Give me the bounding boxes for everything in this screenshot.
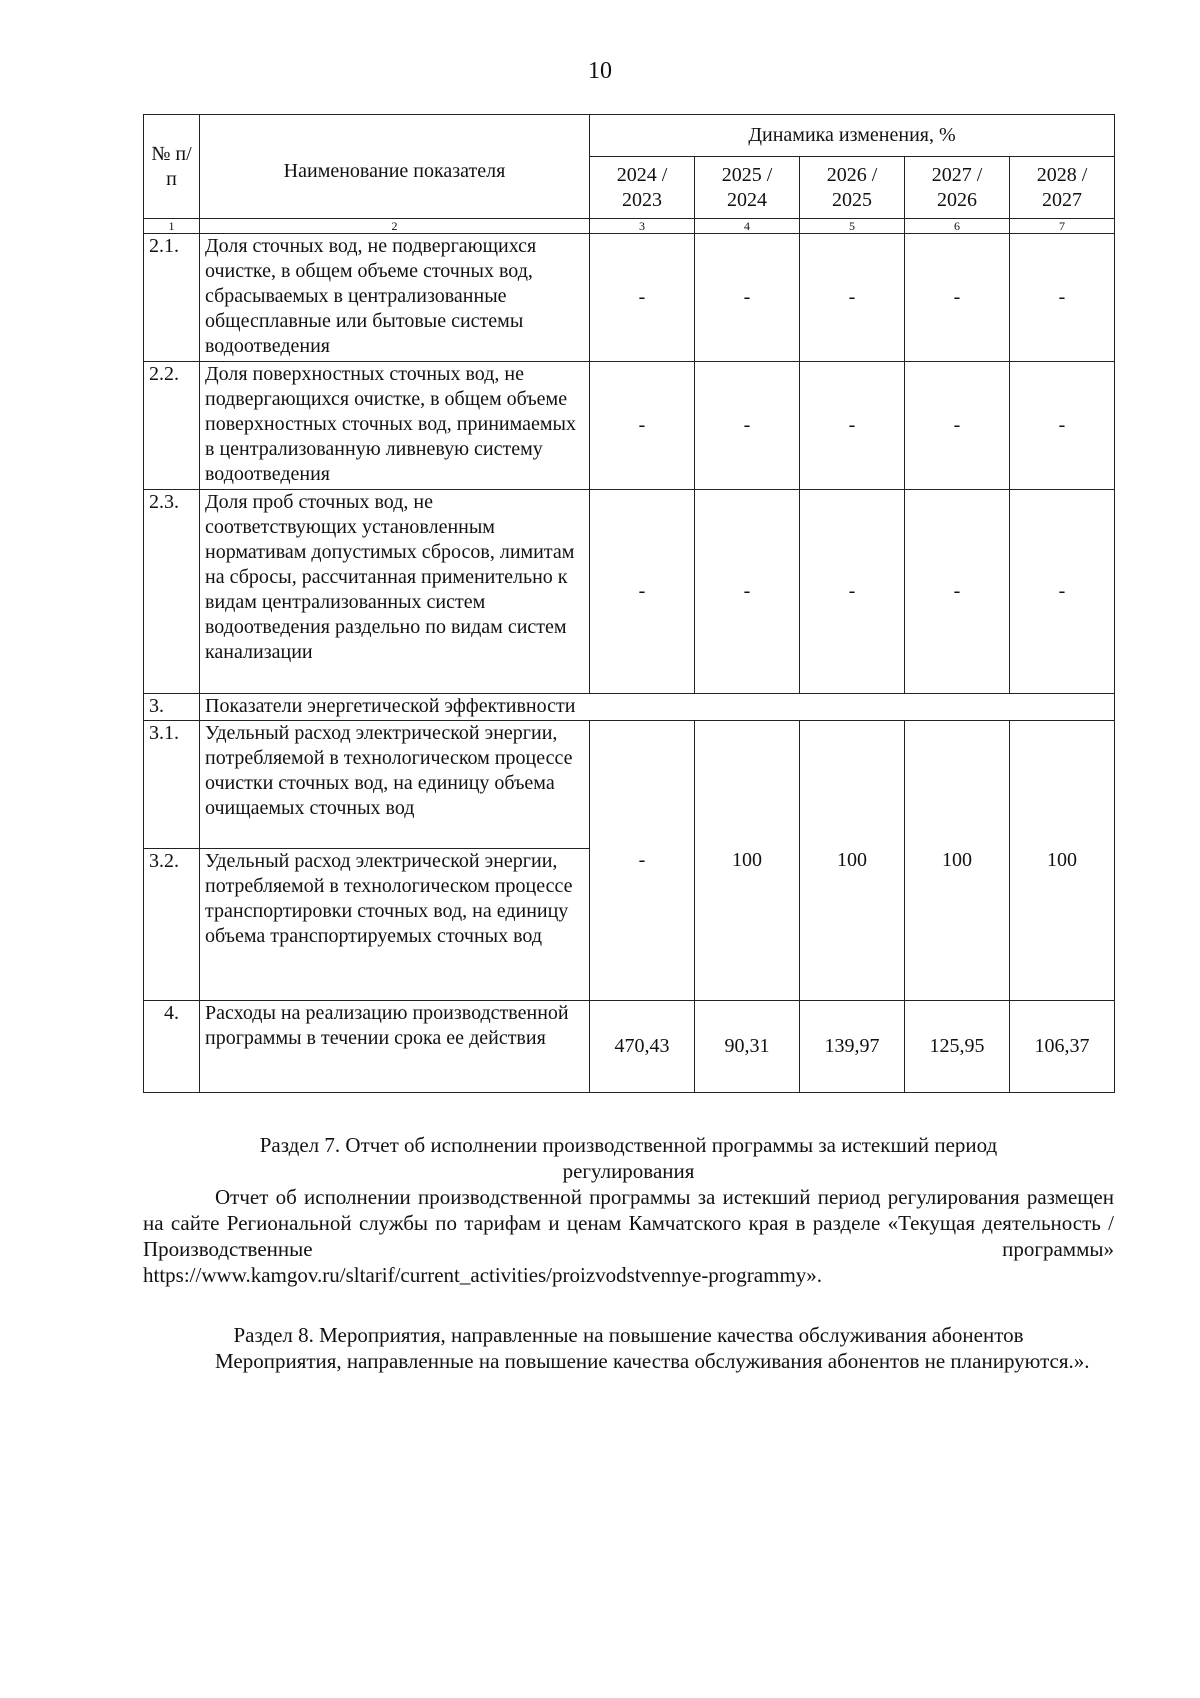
- period-header: 2028 / 2027: [1010, 157, 1115, 219]
- value-cell: 470,43: [590, 1001, 695, 1093]
- column-number: 3: [590, 219, 695, 234]
- period-header: 2025 / 2024: [695, 157, 800, 219]
- row-number: 3.: [144, 694, 200, 721]
- value-cell: 100: [1010, 721, 1115, 1001]
- table-row: [144, 1001, 1115, 1093]
- value-cell: -: [590, 234, 695, 362]
- value-cell: 90,31: [695, 1001, 800, 1093]
- value-cell: -: [1010, 490, 1115, 694]
- section8-text: Мероприятия, направленные на повышение качества обслуживания абонентов не планируются.».: [215, 1349, 1090, 1373]
- table-row: [144, 694, 1115, 721]
- value-cell: -: [590, 362, 695, 490]
- indicator-name: Расходы на реализацию производственной программы в течении срока ее действия: [200, 1001, 590, 1093]
- row-number: 2.3.: [144, 490, 200, 694]
- column-number: 1: [144, 219, 200, 234]
- value-cell: -: [905, 362, 1010, 490]
- value-cell: 100: [695, 721, 800, 1001]
- section7-heading-line1: Раздел 7. Отчет об исполнении производственной программы за истекший период: [259, 1133, 998, 1157]
- section-header-cell: Показатели энергетической эффективности: [200, 694, 1115, 721]
- value-cell: -: [1010, 362, 1115, 490]
- section7-url[interactable]: https://www.kamgov.ru/sltarif/current_activities/proizvodstvennye-programmy».: [143, 1263, 823, 1287]
- indicator-name: Удельный расход электрической энергии, потребляемой в технологическом процессе транспортировки сточных вод, на единицу объема транспортируемых сточных вод: [200, 849, 590, 1001]
- value-cell: 106,37: [1010, 1001, 1115, 1093]
- value-cell: -: [800, 490, 905, 694]
- indicators-table: [143, 114, 1115, 1093]
- indicator-name: Доля сточных вод, не подвергающихся очистке, в общем объеме сточных вод, сбрасываемых в централизованные общесплавные или бытовые системы водоотведения: [200, 234, 590, 362]
- column-number-row: [144, 219, 1115, 234]
- table-row: [144, 490, 1115, 694]
- table-row: [144, 362, 1115, 490]
- table-row: [144, 234, 1115, 362]
- column-number: 7: [1010, 219, 1115, 234]
- value-cell: -: [695, 490, 800, 694]
- value-cell: -: [695, 234, 800, 362]
- section7-heading-line2: регулирования: [562, 1159, 695, 1183]
- indicator-name: Доля проб сточных вод, не соответствующих установленным нормативам допустимых сбросов, лимитам на сбросы, рассчитанная применительно к видам централизованных систем водоотведения раздельно по видам систем канализации: [200, 490, 590, 694]
- section8-heading: Раздел 8. Мероприятия, направленные на повышение качества обслуживания абонентов: [233, 1323, 1024, 1347]
- value-cell: 125,95: [905, 1001, 1010, 1093]
- column-number: 6: [905, 219, 1010, 234]
- value-cell: 100: [800, 721, 905, 1001]
- value-cell: -: [905, 234, 1010, 362]
- row-number: 4.: [144, 1001, 200, 1093]
- indicator-name: Удельный расход электрической энергии, потребляемой в технологическом процессе очистки сточных вод, на единицу объема очищаемых сточных вод: [200, 721, 590, 849]
- column-number: 5: [800, 219, 905, 234]
- value-cell: -: [695, 362, 800, 490]
- dynamics-header: Динамика изменения, %: [590, 115, 1115, 157]
- indicator-name: Доля поверхностных сточных вод, не подвергающихся очистке, в общем объеме поверхностных сточных вод, принимаемых в централизованную ливневую систему водоотведения: [200, 362, 590, 490]
- section7-text: Отчет об исполнении производственной программы за истекший период регулирования размещен на сайте Региональной службы по тарифам и ценам Камчатского края в разделе «Текущая деятельность / Производственные программы»: [143, 1185, 1114, 1261]
- table-row: [144, 721, 1115, 849]
- value-cell: -: [800, 234, 905, 362]
- col-name-header: Наименование показателя: [200, 115, 590, 219]
- page-number: 10: [588, 58, 612, 84]
- row-number: 2.2.: [144, 362, 200, 490]
- column-number: 4: [695, 219, 800, 234]
- value-cell: 139,97: [800, 1001, 905, 1093]
- section7-paragraph: [143, 1184, 1114, 1288]
- row-number: 3.2.: [144, 849, 200, 1001]
- value-cell: -: [590, 490, 695, 694]
- period-header: 2027 / 2026: [905, 157, 1010, 219]
- value-cell: -: [905, 490, 1010, 694]
- value-cell: -: [590, 721, 695, 1001]
- period-header: 2026 / 2025: [800, 157, 905, 219]
- row-number: 3.1.: [144, 721, 200, 849]
- section7-heading: [143, 1132, 1114, 1184]
- value-cell: -: [800, 362, 905, 490]
- value-cell: -: [1010, 234, 1115, 362]
- row-number: 2.1.: [144, 234, 200, 362]
- period-header: 2024 / 2023: [590, 157, 695, 219]
- value-cell: 100: [905, 721, 1010, 1001]
- column-number: 2: [200, 219, 590, 234]
- col-num-header: № п/п: [144, 115, 200, 219]
